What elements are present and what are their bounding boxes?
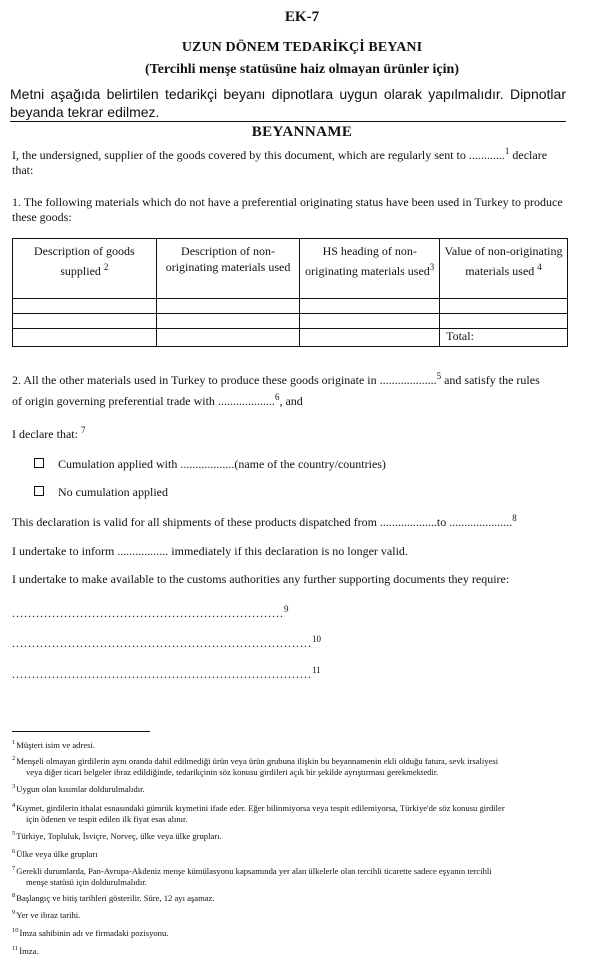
signature-dots: ........................................................................... [12,667,312,681]
footnote-text: Müşteri isim ve adresi. [16,740,96,750]
table-cell[interactable] [13,329,157,347]
declaration-opening-text: I, the undersigned, supplier of the goods covered by this document, which are regularly sent to ............ [12,148,505,162]
option-no-cumulation-label: No cumulation applied [58,485,168,499]
footnote-item [12,893,572,904]
footnote-item [12,756,572,777]
footnote-number: 11 [12,945,19,953]
paragraph-2 [12,370,568,412]
footnote-text: Yer ve ibraz tarihi. [16,910,81,920]
footnote-ref-9: 9 [284,604,289,614]
footnote-ref-6: 6 [274,392,280,402]
table-cell[interactable] [300,329,440,347]
declaration-opening-line2: that: [12,163,34,177]
footnote-number: 6 [12,848,16,856]
footnote-text: Başlangıç ve bitiş tarihleri gösterilir. Süre, 12 ayı aşamaz. [16,893,215,903]
footnote-number: 1 [12,739,16,747]
section-title: BEYANNAME [251,124,353,140]
footnote-number: 4 [12,802,16,810]
table-header-hs [300,239,440,299]
table-cell[interactable] [156,299,300,314]
footnote-item [12,910,572,921]
signature-line-name-position[interactable] [12,634,321,651]
footnote-item [12,866,572,887]
footnote-ref-11: 11 [312,665,321,675]
table-row [13,299,568,314]
footnote-number: 5 [12,830,16,838]
footnote-text-cont: menşe statüsü için doldurulmalıdır. [26,876,147,887]
header-goods-label: Description of goods supplied [34,244,135,278]
signature-line-place-date[interactable] [12,604,289,621]
footnote-item [12,928,572,939]
table-cell[interactable] [13,314,157,329]
option-cumulation[interactable] [34,457,590,472]
footnote-divider [12,731,150,732]
footnote-number: 3 [12,783,16,791]
footnote-item [12,849,572,860]
validity-text: This declaration is valid for all shipments of these products dispatched from ...................to ..................... [12,515,513,529]
declare-heading [12,427,568,442]
table-cell[interactable] [300,314,440,329]
declaration-opening [12,148,568,178]
signature-line-signature[interactable] [12,665,321,682]
option-cumulation-label: Cumulation applied with ..................(name of the country/countries) [58,457,386,471]
footnote-number: 7 [12,865,16,873]
footnote-text: İmza sahibinin adı ve firmadaki pozisyonu. [19,928,169,938]
footnote-item [12,803,572,824]
footnote-number: 9 [12,909,16,917]
header-materials-label: Description of non-originating materials used [165,244,291,274]
table-cell[interactable] [156,329,300,347]
footnote-ref-1: 1 [504,146,510,156]
footnote-ref-3: 3 [429,262,435,272]
footnote-ref-4: 4 [537,262,542,272]
table-row [13,314,568,329]
footnote-ref-8: 8 [512,513,517,523]
footnote-item [12,740,572,751]
footnote-text-cont: veya diğer ticari belgeler ibraz edildiğinde, tedarikçinin söz konusu girdileri açık bir şekilde ayrıştırması gerekmektedir. [26,766,439,777]
table-cell[interactable] [13,299,157,314]
table-header-goods [13,239,157,299]
paragraph-1: 1. The following materials which do not have a preferential originating status have been used in Turkey to produce these goods: [12,195,563,224]
footnote-text: Ülke veya ülke grupları [16,849,98,859]
cumulation-checkbox[interactable] [34,458,44,468]
footnote-ref-2: 2 [103,262,109,272]
materials-table [12,238,568,347]
footnote-ref-5: 5 [436,371,442,381]
footnote-text-cont: için ödenen ve tespit edilen ilk fiyat esas alınır. [26,813,188,824]
section-divider [10,121,566,122]
footnote-ref-10: 10 [312,634,321,644]
footnote-text: Gerekli durumlarda, Pan-Avrupa-Akdeniz menşe kümülasyonu kapsamında yer alan ülkelerle olan tercihli ticarette sadece eşyanın tercihli [16,866,492,876]
footnote-text: Kıymet, girdilerin ithalat esnasındaki gümrük kıymetini ifade eder. Eğer bilinmiyorsa veya tespit edilemiyorsa, Türkiye'de söz konusu girdiler [16,803,505,813]
p2-text-b: and satisfy the rules [441,373,540,387]
footnote-text: Türkiye, Topluluk, İsviçre, Norveç, ülke veya ülke grupları. [16,831,222,841]
p2-text-c: of origin governing preferential trade with ................... [12,394,275,408]
declaration-opening-tail: declare [509,148,548,162]
footnote-text: İmza. [19,946,39,956]
footnote-number: 2 [12,755,16,763]
declare-text: I declare that: [12,427,81,441]
table-cell[interactable] [440,314,568,329]
option-no-cumulation[interactable] [34,485,590,500]
footnote-item [12,784,572,795]
validity-statement [12,515,568,530]
no-cumulation-checkbox[interactable] [34,486,44,496]
footnote-item [12,946,572,957]
table-header-row [13,239,568,299]
inform-statement: I undertake to inform ................. immediately if this declaration is no longer valid. [12,544,408,558]
footnote-item [12,831,572,842]
table-header-materials [156,239,300,299]
p2-text-d: , and [279,394,303,408]
table-total-row [13,329,568,347]
p2-text-a: 2. All the other materials used in Turkey to produce these goods originate in ................... [12,373,437,387]
header-hs-label: HS heading of non-originating materials used [305,244,430,278]
table-cell[interactable] [440,299,568,314]
table-cell[interactable] [156,314,300,329]
total-cell[interactable]: Total: [440,329,568,347]
document-subtitle: (Tercihli menşe statüsüne haiz olmayan ürünler için) [145,62,459,77]
table-header-value [440,239,568,299]
footnote-number: 10 [12,927,19,935]
signature-dots: .................................................................... [12,606,284,620]
annex-label: EK-7 [284,9,320,25]
header-value-label: Value of non-originating materials used [444,244,563,278]
customs-statement: I undertake to make available to the customs authorities any further supporting documents they require: [12,572,510,586]
intro-text: Metni aşağıda belirtilen tedarikçi beyanı dipnotlara uygun olarak yapılmalıdır. Dipnotlar beyanda tekrar edilmez. [10,86,566,120]
footnote-text: Menşeli olmayan girdilerin aynı oranda dahil edilmediği ürün veya ürün grubuna ilişkin bu beyannamenin ekli olduğu fatura, sevk irsaliyesi [16,756,499,766]
footnote-ref-7: 7 [80,425,86,435]
table-cell[interactable] [300,299,440,314]
signature-dots: ........................................................................... [12,636,312,650]
footnote-text: Uygun olan kısımlar doldurulmalıdır. [16,784,145,794]
document-title: UZUN DÖNEM TEDARİKÇİ BEYANI [181,40,423,55]
footnote-number: 8 [12,892,16,900]
